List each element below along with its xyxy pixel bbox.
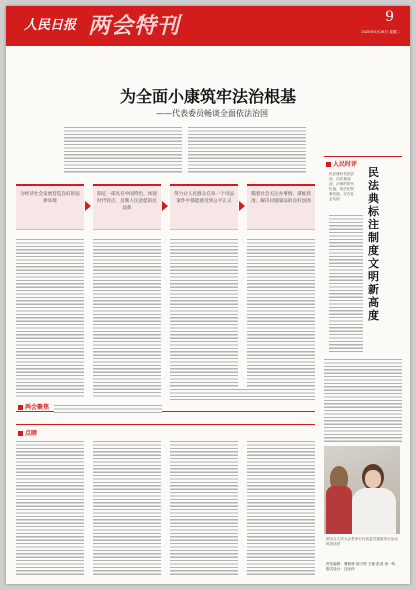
arrow-icon bbox=[162, 201, 168, 211]
section-tag: 两会聚焦 bbox=[18, 402, 49, 411]
photo-background-figure bbox=[326, 486, 352, 534]
intro-text-left bbox=[64, 126, 182, 174]
summary-box-2 bbox=[93, 184, 161, 230]
bottom-column-3 bbox=[170, 440, 238, 576]
page-headline: 为全面小康筑牢法治根基 bbox=[119, 87, 296, 106]
summary-box-text: 制定一部具有中国特色、体现时代特点、反映人民意愿的民法典 bbox=[97, 192, 157, 211]
arrow-icon bbox=[85, 201, 91, 211]
editor-credits: 责任编辑：曹树林 胡子婷 王理 彭清 刘一鸣 版式设计：沈亦伶 bbox=[326, 562, 396, 571]
page-subheadline: ——代表委员畅谈全面依法治国 bbox=[156, 109, 268, 118]
bottom-column-4 bbox=[247, 440, 315, 576]
summary-box-4 bbox=[247, 184, 315, 230]
mid-text bbox=[54, 404, 162, 414]
summary-box-1 bbox=[16, 184, 84, 230]
section-divider bbox=[16, 424, 315, 425]
section-divider bbox=[324, 156, 402, 157]
commentary-text-lower bbox=[324, 358, 402, 442]
arrow-icon bbox=[239, 201, 245, 211]
photo-caption: 图为在人民大会堂举行代表委员通道采访活动时的场景 bbox=[326, 537, 398, 546]
photo-subject-body bbox=[352, 488, 396, 534]
commentary-quote: 民法典时代的法治，向法典而治，法律的时代价值，民法的民事价值，应在社会实现 bbox=[329, 172, 355, 201]
summary-box-text: 瞄着社会关注办事情、谋帐找准、解决问题靠法的良好氛围 bbox=[251, 192, 311, 204]
photo-subject-face bbox=[365, 470, 381, 488]
news-photo bbox=[324, 446, 400, 534]
bottom-column-2 bbox=[93, 440, 161, 576]
bottom-column-1 bbox=[16, 440, 84, 576]
summary-box-text: 为经济社会发展营造良好的法律环境 bbox=[20, 192, 80, 204]
article-column-3 bbox=[170, 238, 238, 398]
issue-date: 2020年5月26日 星期二 bbox=[361, 30, 400, 34]
commentary-text bbox=[329, 214, 363, 354]
article-column-2 bbox=[93, 238, 161, 398]
special-edition-title: 两会特刊 bbox=[88, 13, 181, 39]
page-number: 9 bbox=[385, 9, 394, 25]
commentary-title: 民 法 典 标 注 制 度 文 明 新 高 度 bbox=[368, 166, 379, 322]
article-column-4 bbox=[247, 238, 315, 398]
section-tag: 人民时评 bbox=[326, 159, 357, 168]
newspaper-page bbox=[6, 6, 410, 584]
author-list bbox=[170, 388, 315, 400]
summary-box-text: 努力让人民群众在每一个司法案件中都能感受到公平正义 bbox=[174, 192, 234, 204]
summary-box-3 bbox=[170, 184, 238, 230]
masthead bbox=[6, 6, 410, 46]
intro-text-right bbox=[188, 126, 306, 174]
newspaper-logo: 人民日报 bbox=[24, 18, 77, 33]
section-tag: 点睛 bbox=[18, 428, 37, 437]
article-column-1 bbox=[16, 238, 84, 398]
